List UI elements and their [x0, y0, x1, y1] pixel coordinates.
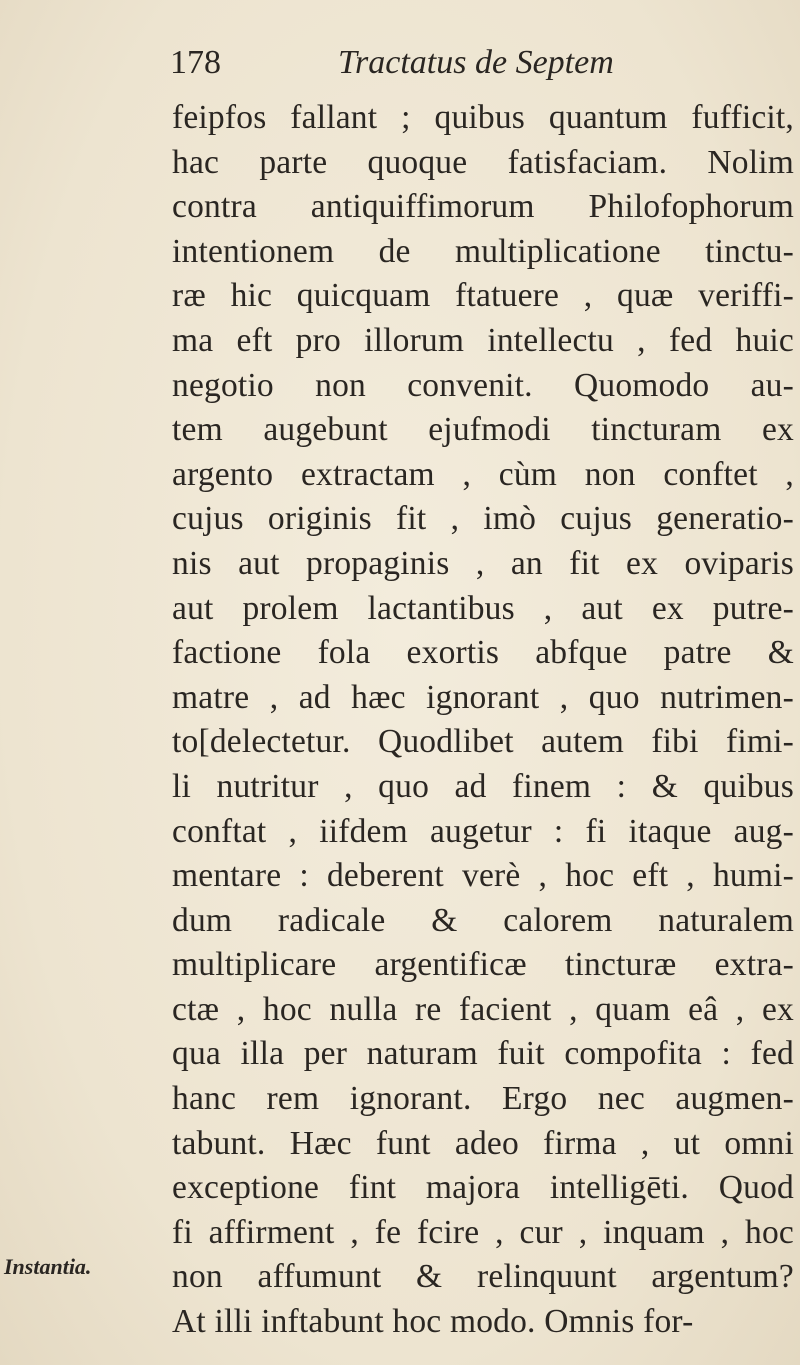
text-line: feipfos fallant ; quibus quantum fufficit,: [172, 99, 794, 136]
text-line: ctæ , hoc nulla re facient , quam eâ , ex: [172, 990, 794, 1028]
text-line: ma eft pro illorum intellectu , fed huic: [172, 321, 794, 359]
text-line: to[delectetur. Quodlibet autem fibi fimi-: [172, 723, 794, 761]
text-line: exceptione fint majora intelligēti. Quod: [172, 1169, 794, 1207]
text-line: intentionem de multiplicatione tinctu-: [172, 232, 794, 270]
text-line: ræ hic quicquam ftatuere , quæ veriffi-: [172, 277, 794, 315]
text-line: mentare : deberent verè , hoc eft , humi-: [172, 857, 794, 895]
body-text: [172, 96, 794, 1345]
margin-note: Instantia.: [4, 1254, 92, 1279]
text-line: argento extractam , cùm non conftet ,: [172, 455, 794, 493]
text-line: hanc rem ignorant. Ergo nec augmen-: [172, 1080, 794, 1118]
text-line: tabunt. Hæc funt adeo firma , ut omni: [172, 1124, 794, 1162]
text-line: dum radicale & calorem naturalem: [172, 901, 794, 939]
text-line: li nutritur , quo ad finem : & quibus: [172, 767, 794, 805]
text-line: matre , ad hæc ignorant , quo nutrimen-: [172, 678, 794, 716]
text-line: non affumunt & relinquunt argentum?: [172, 1258, 794, 1296]
text-line: hac parte quoque fatisfaciam. Nolim: [172, 143, 794, 181]
text-line: At illi inftabunt hoc modo. Omnis for-: [172, 1303, 694, 1341]
text-line: factione fola exortis abfque patre &: [172, 634, 794, 672]
text-line: negotio non convenit. Quomodo au-: [172, 366, 794, 404]
text-line: aut prolem lactantibus , aut ex putre-: [172, 589, 794, 627]
text-line: nis aut propaginis , an fit ex oviparis: [172, 544, 794, 582]
text-line: fi affirment , fe fcire , cur , inquam , hoc: [172, 1213, 794, 1251]
text-line: cujus originis fit , imò cujus generatio-: [172, 500, 794, 538]
page-header: [170, 44, 690, 94]
text-line: conftat , iifdem augetur : fi itaque aug-: [172, 812, 794, 850]
page-number: 178: [170, 44, 221, 81]
text-line: contra antiquiffimorum Philofophorum: [172, 188, 794, 226]
text-line: tem augebunt ejufmodi tincturam ex: [172, 411, 794, 449]
text-line: multiplicare argentificæ tincturæ extra-: [172, 946, 794, 984]
running-title: Tractatus de Septem: [338, 44, 614, 81]
text-line: qua illa per naturam fuit compofita : fed: [172, 1035, 794, 1073]
